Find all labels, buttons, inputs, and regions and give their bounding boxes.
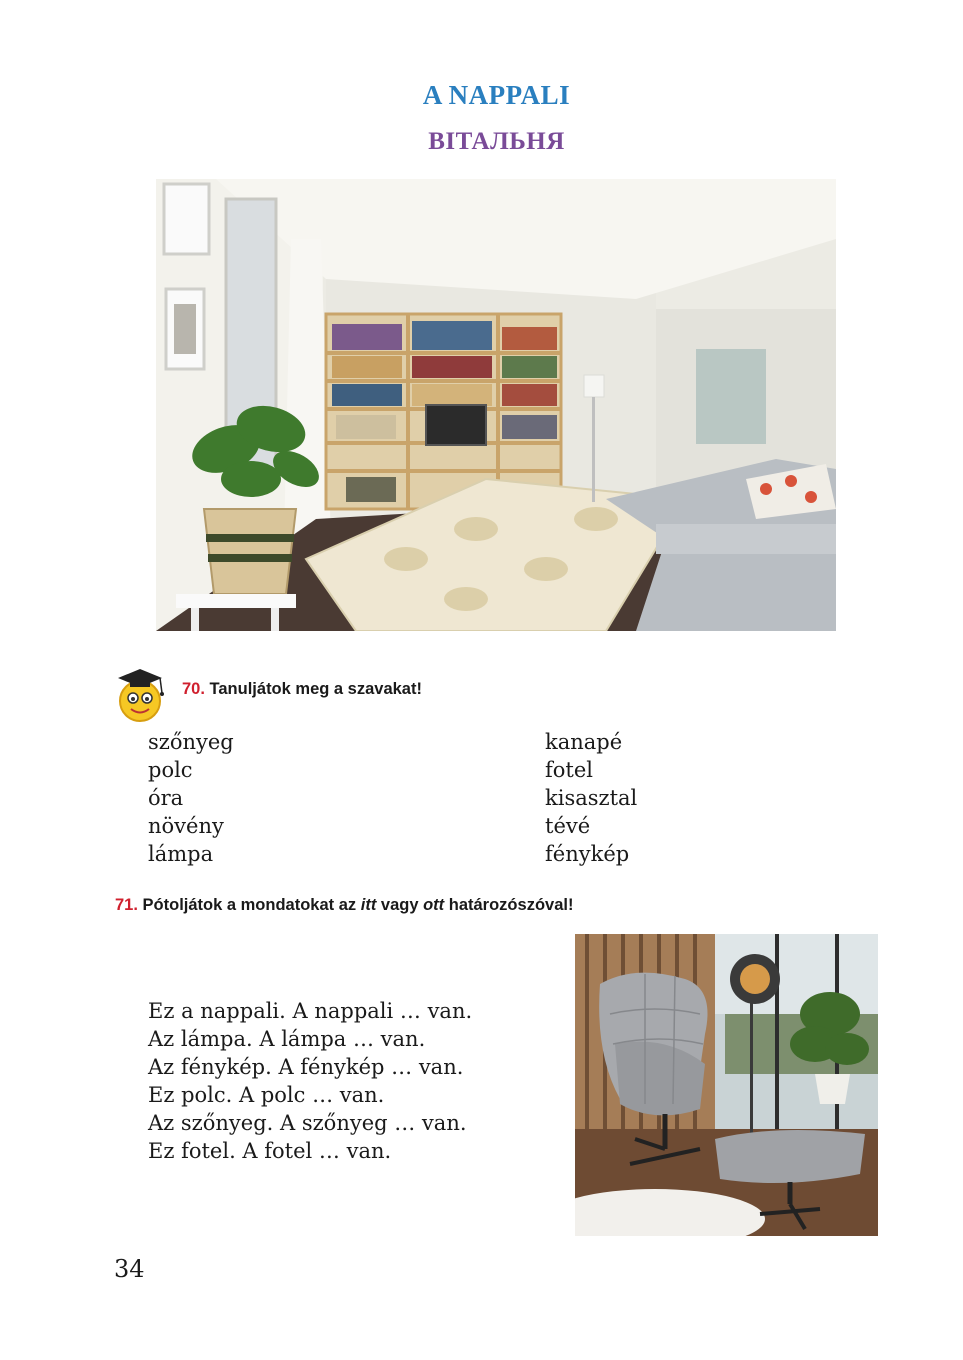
exercise-instruction: Tanuljátok meg a szavakat! xyxy=(209,680,422,698)
armchair-photo xyxy=(575,934,878,1236)
exercise-number: 71. xyxy=(115,896,138,914)
vocabulary-word: fénykép xyxy=(545,842,630,866)
vocabulary-word: kanapé xyxy=(545,730,623,754)
vocabulary-word: szőnyeg xyxy=(148,730,234,754)
vocabulary-word: fotel xyxy=(545,758,593,782)
sentence: Az fénykép. A fénykép … van. xyxy=(148,1055,464,1079)
vocabulary-word: növény xyxy=(148,814,224,838)
sentence: Ez fotel. A fotel … van. xyxy=(148,1139,392,1163)
sentence: Az szőnyeg. A szőnyeg … van. xyxy=(148,1111,467,1135)
vocabulary-word: óra xyxy=(148,786,184,810)
fill-in-sentences xyxy=(148,997,472,1165)
page-title-hungarian: A NAPPALI xyxy=(422,80,571,110)
page-number: 34 xyxy=(114,1255,145,1283)
exercise-instruction-part: Pótoljátok a mondatokat az xyxy=(142,896,361,914)
page-title-ukrainian: ВІТАЛЬНЯ xyxy=(428,128,565,155)
exercise-instruction-part: vagy xyxy=(376,896,424,914)
sentence: Ez polc. A polc … van. xyxy=(148,1083,385,1107)
exercise-70-heading xyxy=(182,680,422,699)
vocabulary-list-left xyxy=(148,728,234,868)
exercise-instruction-part: határozószóval! xyxy=(444,896,574,914)
sentence: Az lámpa. A lámpa … van. xyxy=(148,1027,426,1051)
vocabulary-word: kisasztal xyxy=(545,786,638,810)
emphasized-word: itt xyxy=(360,896,377,914)
emphasized-word: ott xyxy=(423,896,445,914)
vocabulary-word: lámpa xyxy=(148,842,214,866)
sentence: Ez a nappali. A nappali … van. xyxy=(148,999,473,1023)
vocabulary-word: polc xyxy=(148,758,193,782)
graduate-smiley-icon xyxy=(112,665,168,723)
exercise-number: 70. xyxy=(182,680,205,698)
living-room-photo xyxy=(156,179,836,631)
vocabulary-list-right xyxy=(545,728,637,868)
vocabulary-word: tévé xyxy=(545,814,591,838)
exercise-71-heading xyxy=(115,896,573,915)
bookshelf xyxy=(326,314,561,509)
